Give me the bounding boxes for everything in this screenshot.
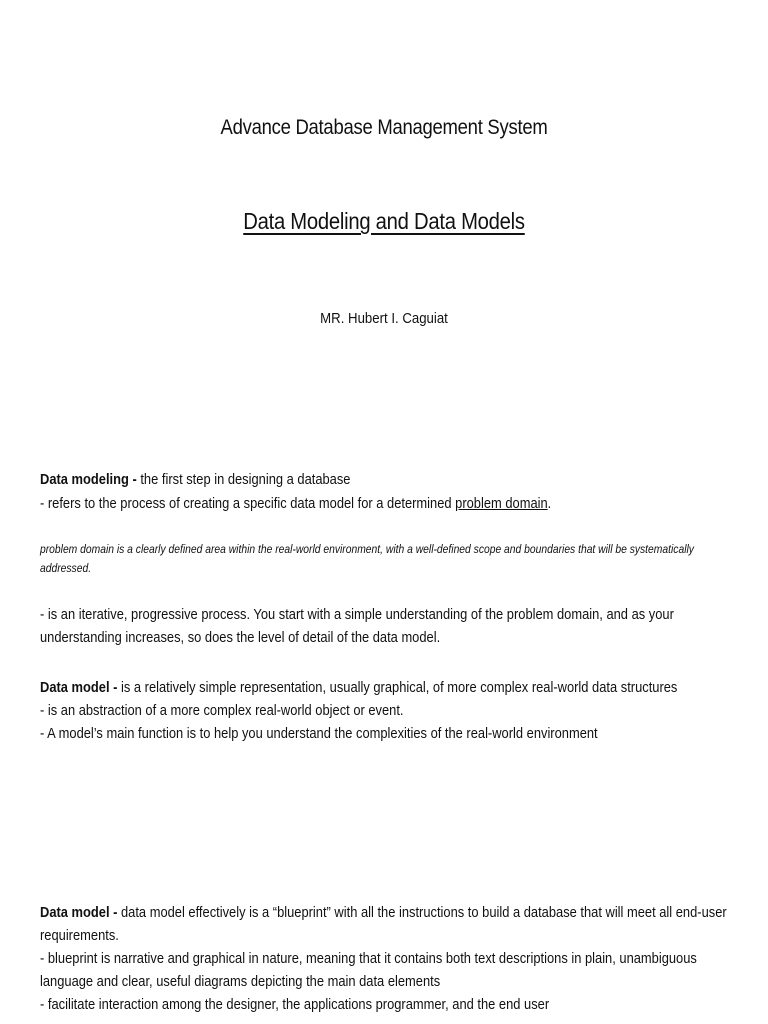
definition-text: the first step in designing a database xyxy=(140,471,351,488)
term-data-model: Data model - xyxy=(40,904,122,921)
process-suffix: . xyxy=(547,495,552,512)
blueprint-line: - blueprint is narrative and graphical in nature, meaning that it contains both text descriptions in plain, unambiguous language and clear, useful diagrams depicting the main data elements xyxy=(40,950,697,990)
data-modeling-definition xyxy=(40,468,728,491)
section-data-modeling xyxy=(40,468,730,491)
process-text: - refers to the process of creating a specific data model for a determined xyxy=(40,495,456,512)
section-data-model-2 xyxy=(40,901,730,1016)
section-data-modeling-line2 xyxy=(40,492,730,515)
iterative-text: - is an iterative, progressive process. You start with a simple understanding of the problem domain, and as your understanding increases, so does the level of detail of the data model. xyxy=(40,606,674,646)
term-data-modeling: Data modeling - xyxy=(40,471,141,488)
interaction-line: - facilitate interaction among the designer, the applications programmer, and the end user xyxy=(40,996,550,1013)
blueprint-definition xyxy=(40,901,728,947)
note-text: problem domain is a clearly defined area within the real-world environment, with a well-defined scope and boundaries that will be systematically addressed. xyxy=(40,542,694,575)
iterative-paragraph xyxy=(40,603,730,649)
data-model-definition xyxy=(40,676,728,699)
author-name: MR. Hubert I. Caguiat xyxy=(320,310,448,327)
problem-domain-note xyxy=(40,540,768,578)
abstraction-line: - is an abstraction of a more complex real-world object or event. xyxy=(40,702,404,719)
course-title: Advance Database Management System xyxy=(220,116,548,139)
problem-domain-term: problem domain xyxy=(455,495,548,512)
section-data-model-1 xyxy=(40,676,730,745)
process-line xyxy=(40,492,728,515)
main-function-line: - A model’s main function is to help you understand the complexities of the real-world environment xyxy=(40,725,598,742)
lesson-title-text: Data Modeling and Data Models xyxy=(243,208,525,234)
term-data-model: Data model - xyxy=(40,679,122,696)
definition-text: is a relatively simple representation, usually graphical, of more complex real-world data structures xyxy=(121,679,678,696)
lesson-title xyxy=(46,208,722,235)
definition-text: data model effectively is a “blueprint” with all the instructions to build a database that will meet all end-user requirements. xyxy=(40,904,727,944)
